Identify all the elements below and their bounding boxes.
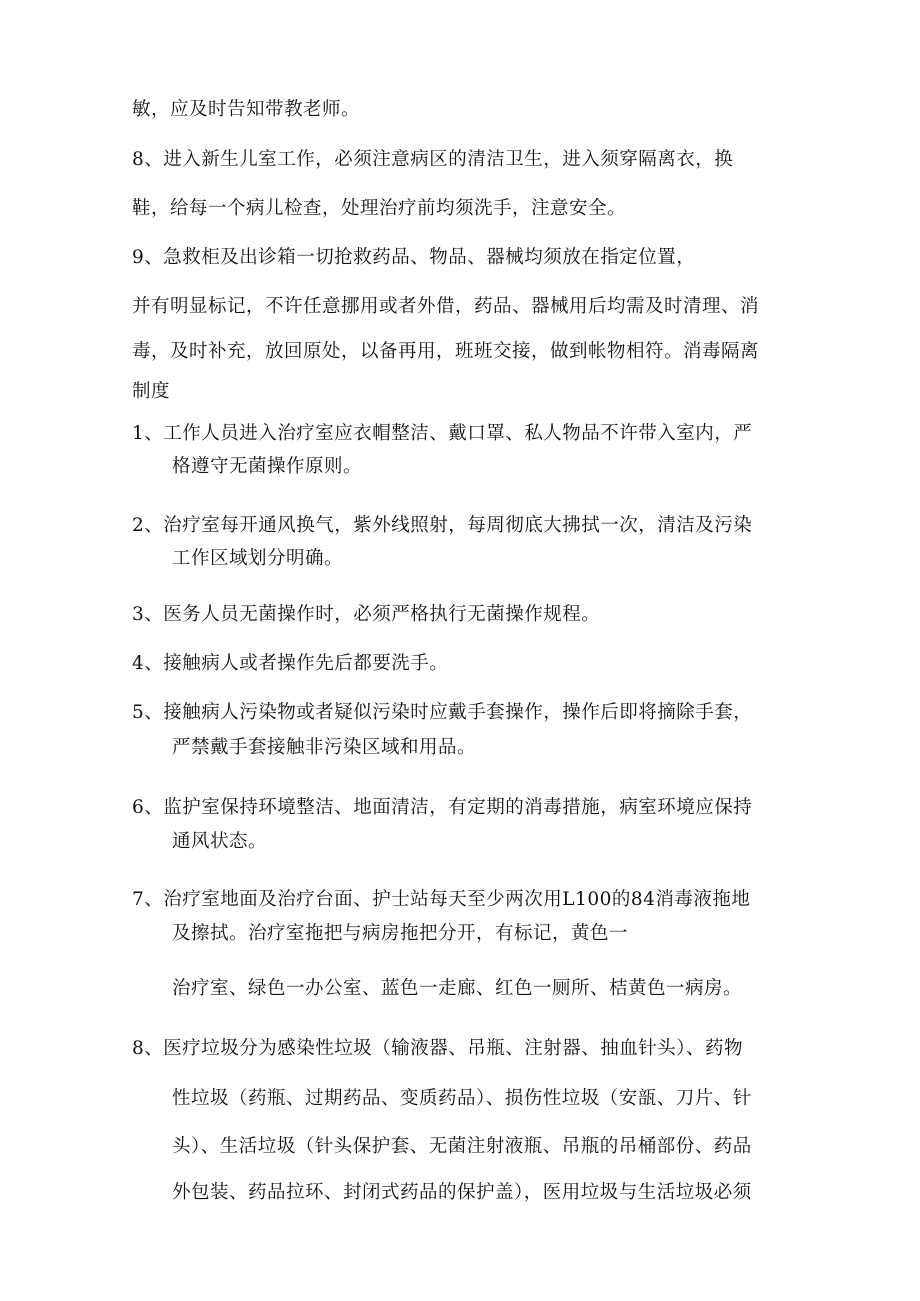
text-line: 性垃圾（药瓶、过期药品、变质药品）、损伤性垃圾（安瓿、刀片、针 (172, 1088, 752, 1109)
text-line: 制度 (132, 381, 171, 402)
text-line: 2、治疗室每开通风换气，紫外线照射，每周彻底大拂拭一次，清洁及污染 (132, 515, 753, 536)
text-line: 治疗室、绿色一办公室、蓝色一走廊、红色一厕所、桔黄色一病房。 (172, 978, 743, 999)
text-line: 9、急救柜及出诊箱一切抢救药品、物品、器械均须放在指定位置， (132, 247, 696, 268)
text-line: 严禁戴手套接触非污染区域和用品。 (172, 737, 477, 758)
text-line: 4、接触病人或者操作先后都要洗手。 (132, 653, 449, 674)
text-line: 鞋，给每一个病儿检查，处理治疗前均须洗手，注意安全。 (132, 198, 627, 219)
text-line: 外包装、药品拉环、封闭式药品的保护盖），医用垃圾与生活垃圾必须 (172, 1182, 752, 1203)
text-line: 格遵守无菌操作原则。 (172, 456, 363, 477)
text-line: 8、进入新生儿室工作，必须注意病区的清洁卫生，进入须穿隔离衣，换 (132, 149, 734, 170)
text-line: 3、医务人员无菌操作时，必须严格执行无菌操作规程。 (132, 604, 601, 625)
text-line: 通风状态。 (172, 831, 268, 852)
text-line: 1、工作人员进入治疗室应衣帽整洁、戴口罩、私人物品不许带入室内，严 (132, 423, 753, 444)
text-line: 7、治疗室地面及治疗台面、护士站每天至少两次用L100的84消毒液拖地 (132, 889, 751, 910)
text-line: 敏，应及时告知带教老师。 (132, 99, 361, 120)
text-line: 6、监护室保持环境整洁、地面清洁，有定期的消毒措施，病室环境应保持 (132, 797, 753, 818)
text-line: 头）、生活垃圾（针头保护套、无菌注射液瓶、吊瓶的吊桶部份、药品 (172, 1136, 752, 1157)
text-line: 工作区域划分明确。 (172, 548, 344, 569)
text-line: 及擦拭。治疗室拖把与病房拖把分开，有标记，黄色一 (172, 923, 629, 944)
text-line: 毒，及时补充，放回原处，以备再用，班班交接，做到帐物相符。消毒隔离 (132, 341, 760, 362)
text-line: 8、医疗垃圾分为感染性垃圾（输液器、吊瓶、注射器、抽血针头）、药物 (132, 1038, 744, 1059)
text-line: 并有明显标记，不许任意挪用或者外借，药品、器械用后均需及时清理、消 (132, 296, 760, 317)
text-line: 5、接触病人污染物或者疑似污染时应戴手套操作，操作后即将摘除手套， (132, 702, 753, 723)
